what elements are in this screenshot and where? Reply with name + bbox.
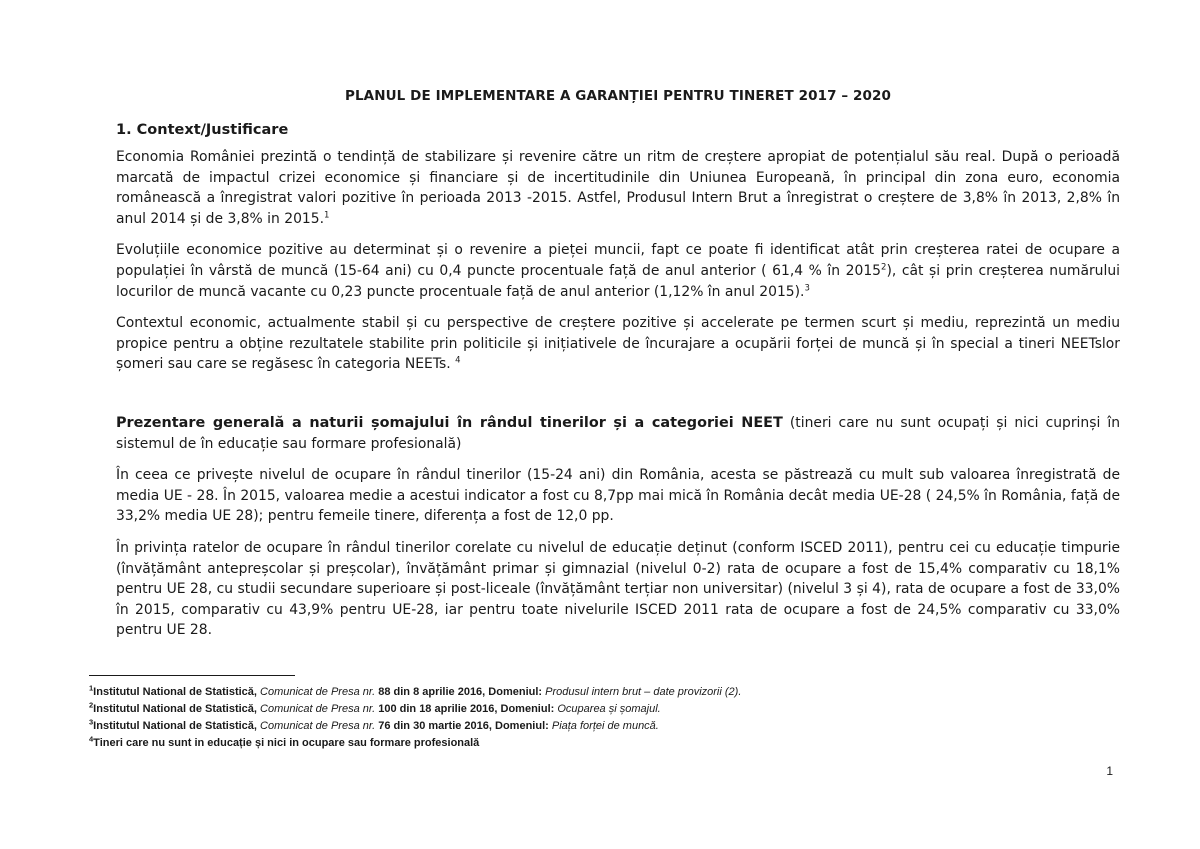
footnote-separator	[89, 675, 295, 676]
paragraph-neet-overview	[116, 413, 1120, 454]
footnote-publication: Comunicat de Presa nr.	[256, 686, 376, 698]
paragraph-text: Economia României prezintă o tendință de stabilizare și revenire către un ritm de creștere apropiat de potențialul său real. După o perioadă marcată de impactul crizei economice și financiare și de incertitudinile din Uniunea Europeană, în principal din zona euro, economia românească a înregistrat valori pozitive în perioada 2013 -2015. Astfel, Produsul Intern Brut a înregistrat o creștere de 3,8% în 2013, 2,8% în anul 2014 și de 3,8% in 2015.	[116, 149, 1120, 227]
paragraph-text: În privința ratelor de ocupare în rândul tinerilor corelate cu nivelul de educație deținut (conform ISCED 2011), pentru cei cu educație timpurie (învățământ antepreșcolar și preșcolar), învățământ primar și gimnazial (nivelul 0-2) rata de ocupare a fost de 15,4% comparativ cu 18,1% pentru UE 28, cu studii secundare superioare și post-liceale (învățământ terțiar non universitar) (nivelul 3 și 4), rata de ocupare a fost de 33,0% în 2015, comparativ cu 43,9% pentru UE-28, iar pentru toate nivelurile ISCED 2011 rata de ocupare a fost de 24,5% comparativ cu 33,0% pentru UE 28.	[116, 539, 1120, 639]
footnote-details: 88 din 8 aprilie 2016, Domeniul:	[375, 686, 543, 698]
footnote-topic: Ocuparea și șomajul.	[554, 703, 661, 715]
paragraph-text: În ceea ce privește nivelul de ocupare în rândul tinerilor (15-24 ani) din România, acesta se păstrează cu mult sub valoarea înregistrată de media UE - 28. În 2015, valoarea medie a acestui indicator a fost cu 8,7pp mai mică în România decât media UE-28 ( 24,5% în România, față de 33,2% media UE 28); pentru femeile tinere, diferența a fost de 12,0 pp.	[116, 467, 1120, 525]
paragraph-text: ), cât și prin creșterea numărului locurilor de muncă vacante cu 0,23 puncte procentuale față de anul anterior (1,12% în anul 2015).	[116, 262, 1120, 300]
paragraph-text: Contextul economic, actualmente stabil și cu perspective de creștere pozitive și accelerate pe termen scurt și mediu, reprezintă un mediu propice pentru a obține rezultatele stabilite prin politicile și inițiativele de încurajare a ocupării forței de muncă și în special a tineri NEETslor șomeri sau care se regăsesc în categoria NEETs.	[116, 315, 1120, 373]
footnote-number: 1	[89, 683, 94, 693]
paragraph-economy	[116, 147, 1120, 229]
footnote-ref-4[interactable]: 4	[455, 355, 461, 366]
paragraph-text: (tineri care nu sunt ocupați și nici cuprinși în sistemul de în educație sau formare profesională)	[116, 414, 1120, 452]
footnote-publication: Comunicat de Presa nr.	[256, 703, 376, 715]
footnote-publication: Comunicat de Presa nr.	[256, 720, 376, 732]
footnote-org: Institutul National de Statistică,	[93, 720, 257, 732]
section-heading: 1. Context/Justificare	[116, 122, 289, 138]
footnote-org: Institutul National de Statistică,	[93, 703, 257, 715]
subsection-heading: Prezentare generală a naturii șomajului în rândul tinerilor și a categoriei NEET	[116, 414, 783, 431]
footnote-details: 100 din 18 aprilie 2016, Domeniul:	[375, 703, 555, 715]
footnote-ref-2[interactable]: 2	[881, 262, 887, 273]
footnote-text: Tineri care nu sunt in educație și nici in ocupare sau formare profesională	[93, 737, 480, 749]
footnote-details: 76 din 30 martie 2016, Domeniul:	[375, 720, 549, 732]
footnote-topic: Produsul intern brut – date provizorii (2).	[542, 686, 742, 698]
footnote-topic: Piața forței de muncă.	[548, 720, 659, 732]
footnote-org: Institutul National de Statistică,	[93, 686, 257, 698]
footnote-number: 3	[89, 717, 94, 727]
page-number: 1	[1106, 764, 1113, 778]
footnote-2	[89, 701, 1089, 718]
footnote-4	[89, 735, 1089, 752]
footnote-number: 4	[89, 734, 94, 744]
paragraph-labour-market	[116, 240, 1120, 302]
footnote-3	[89, 718, 1089, 735]
document-title: PLANUL DE IMPLEMENTARE A GARANȚIEI PENTRU TINERET 2017 – 2020	[344, 88, 892, 104]
paragraph-text: Evoluțiile economice pozitive au determinat și o revenire a pieței muncii, fapt ce poate fi identificat atât prin creșterea ratei de ocupare a populației în vârstă de muncă (15-64 ani) cu 0,4 puncte procentuale față de anul anterior ( 61,4 % în 2015	[116, 242, 1120, 279]
footnote-ref-1[interactable]: 1	[324, 210, 330, 221]
footnote-ref-3[interactable]: 3	[804, 282, 810, 293]
page-content	[116, 88, 1120, 652]
paragraph-youth-employment	[116, 465, 1120, 527]
paragraph-economic-context	[116, 313, 1120, 375]
footnote-1	[89, 684, 1089, 701]
footnotes	[89, 684, 1089, 752]
footnote-number: 2	[89, 700, 94, 710]
paragraph-isced-rates	[116, 538, 1120, 641]
